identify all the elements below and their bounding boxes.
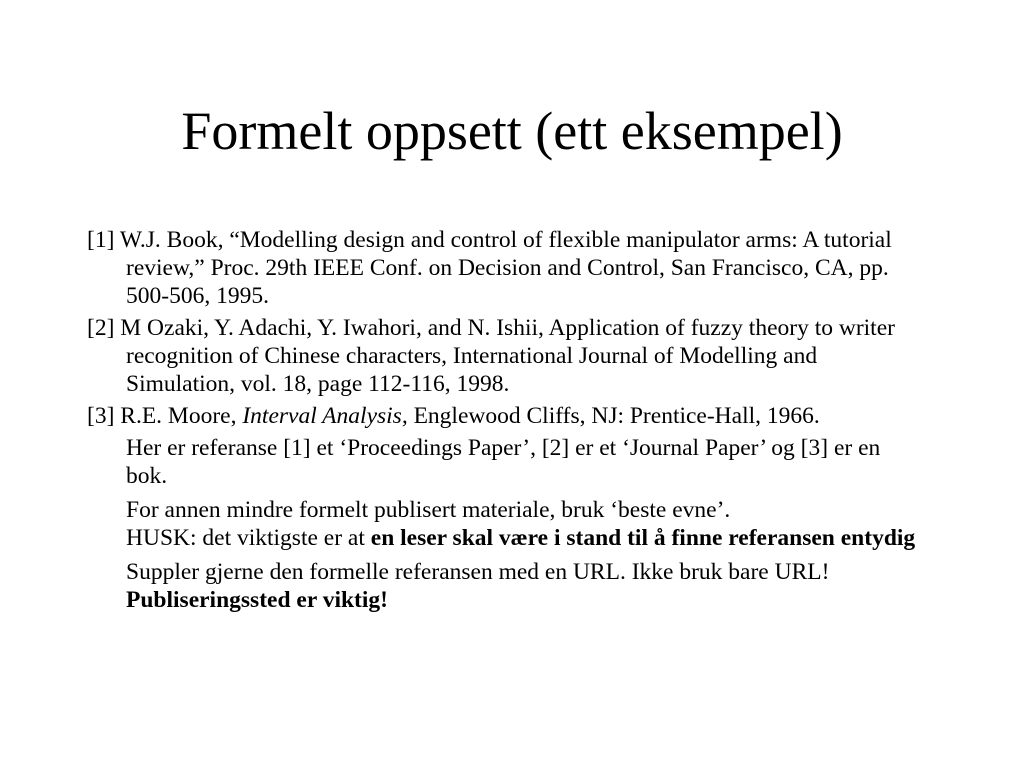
reference-2 [87,314,927,398]
reference-1 [87,226,927,310]
note-reference-types [87,434,927,490]
reference-book-title: Interval Analysis, [242,403,408,429]
note-text: Her er referanse [1] et ‘Proceedings Paper’, [2] er et ‘Journal Paper’ og [3] er en bok. [126,435,881,489]
slide-content [87,226,927,620]
reference-3 [87,402,927,430]
note-emphasis: en leser skal være i stand til å finne referansen entydig [370,525,916,551]
slide-title: Formelt oppsett (ett eksempel) [181,101,843,161]
reference-number: [2] [87,315,115,341]
note-prefix: HUSK: det viktigste er at [126,525,365,551]
note-emphasis: Publiseringssted er viktig! [126,587,388,613]
reference-text: W.J. Book, “Modelling design and control of flexible manipulator arms: A tutorial review,” Proc. 29th IEEE Conf. on Decision and Control, San Francisco, CA, pp. 500-506, 1995. [119,227,892,309]
note-text: For annen mindre formelt publisert materiale, bruk ‘beste evne’. [126,497,731,523]
reference-number: [1] [87,227,115,253]
reference-number: [3] [87,403,115,429]
note-url [87,558,927,614]
note-informal-material [87,496,927,552]
reference-publisher: Englewood Cliffs, NJ: Prentice-Hall, 1966. [413,403,820,429]
note-text: Suppler gjerne den formelle referansen med en URL. Ikke bruk bare URL! [126,559,830,585]
reference-author: R.E. Moore, [120,403,237,429]
reference-text: M Ozaki, Y. Adachi, Y. Iwahori, and N. Ishii, Application of fuzzy theory to writer recognition of Chinese characters, International Journal of Modelling and Simulation, vol. 18, page 112-116, 1998. [120,315,895,397]
